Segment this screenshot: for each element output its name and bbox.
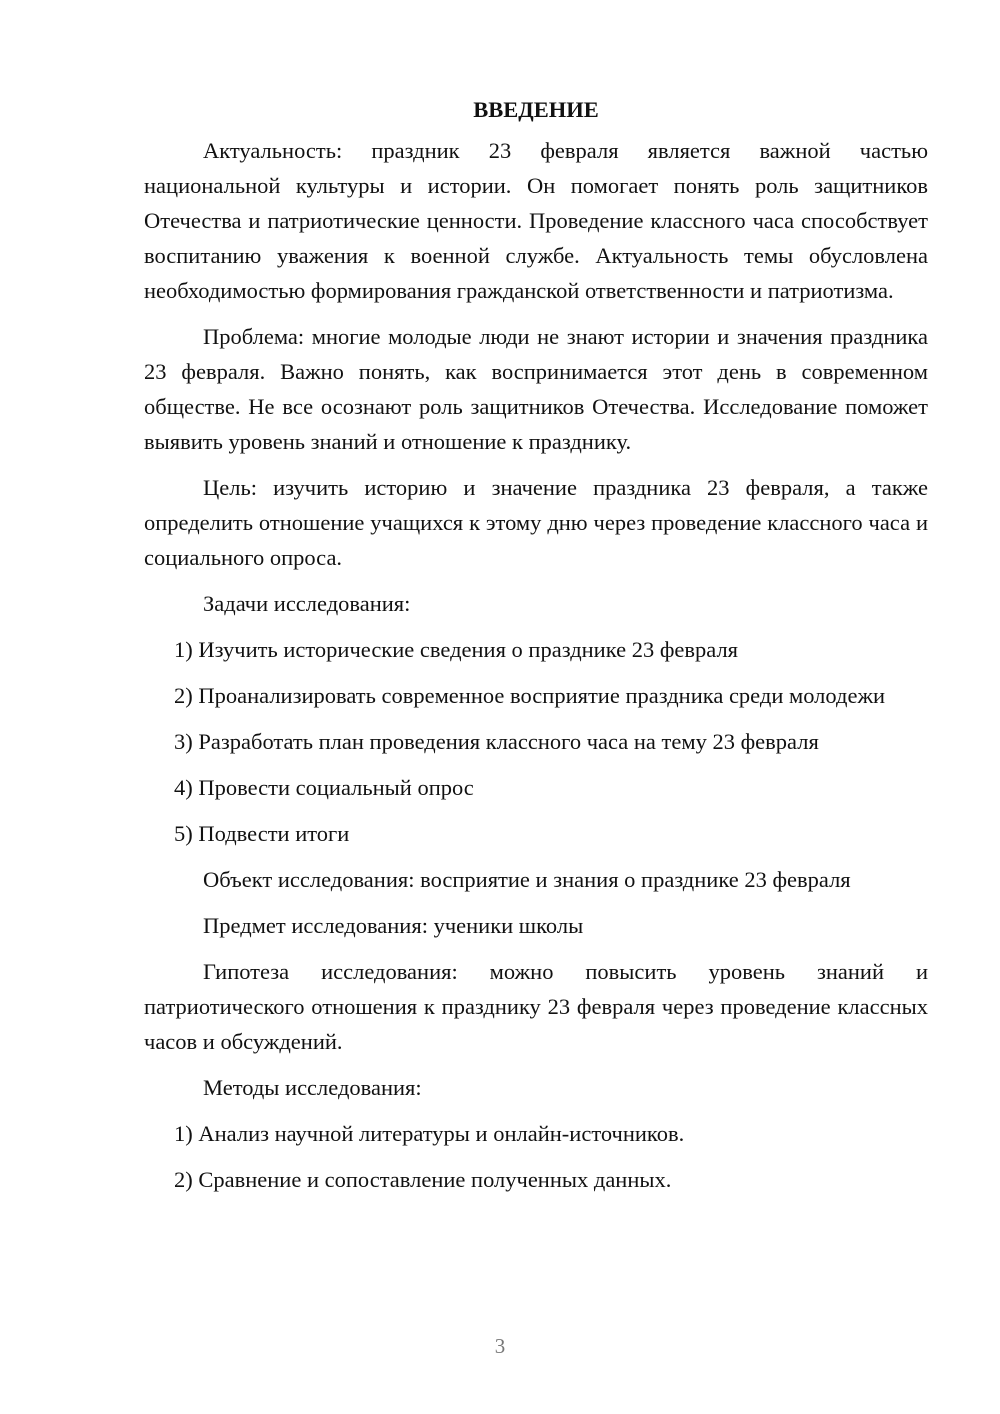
task-item: 3) Разработать план проведения классного часа на тему 23 февраля [174,729,819,754]
task-item: 2) Проанализировать современное восприятие праздника среди молодежи [174,683,886,708]
subject-line: Предмет исследования: ученики школы [203,913,584,938]
hypothesis-paragraph: Гипотеза исследования: можно повысить уровень знаний и патриотического отношения к празднику 23 февраля через проведение классных часов и обсуждений. [144,959,928,1054]
object-line: Объект исследования: восприятие и знания о празднике 23 февраля [203,867,851,892]
section-title: ВВЕДЕНИЕ [473,97,599,122]
method-item: 1) Анализ научной литературы и онлайн-источников. [174,1121,685,1146]
task-item: 1) Изучить исторические сведения о празднике 23 февраля [174,637,739,662]
task-item: 5) Подвести итоги [174,821,350,846]
method-item: 2) Сравнение и сопоставление полученных данных. [174,1167,672,1192]
methods-heading: Методы исследования: [203,1075,422,1100]
page-number: 3 [494,1334,506,1358]
goal-paragraph: Цель: изучить историю и значение праздника 23 февраля, а также определить отношение учащихся к этому дню через проведение классного часа и социального опроса. [144,475,928,570]
relevance-paragraph: Актуальность: праздник 23 февраля является важной частью национальной культуры и истории. Он помогает понять роль защитников Отечества и патриотические ценности. Проведение классного часа способствует воспитанию уважения к военной службе. Актуальность темы обусловлена необходимостью формирования гражданской ответственности и патриотизма. [144,138,928,303]
tasks-heading: Задачи исследования: [203,591,411,616]
page-content [144,92,928,1208]
task-item: 4) Провести социальный опрос [174,775,474,800]
problem-paragraph: Проблема: многие молодые люди не знают истории и значения праздника 23 февраля. Важно понять, как воспринимается этот день в современном обществе. Не все осознают роль защитников Отечества. Исследование поможет выявить уровень знаний и отношение к празднику. [144,324,928,454]
